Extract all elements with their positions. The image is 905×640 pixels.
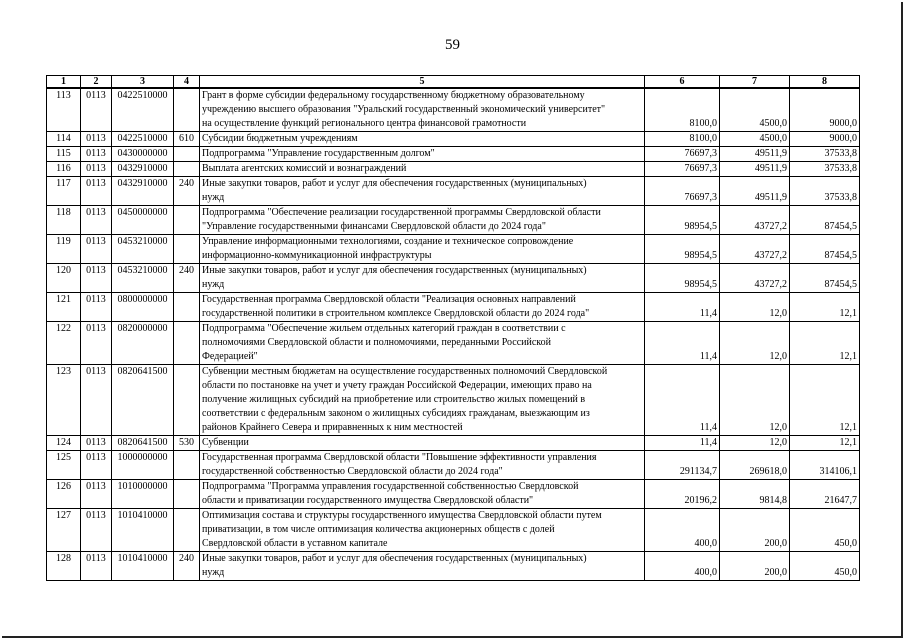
amount-cell-col8: 87454,5: [790, 264, 860, 293]
amount-cell-col8: 21647,7: [790, 480, 860, 509]
amount-cell-col8: 450,0: [790, 552, 860, 581]
table-row: [47, 509, 860, 552]
description-line: Грант в форме субсидии федеральному государственному бюджетному образовательному: [202, 90, 585, 101]
amount-cell-col7: 49511,9: [720, 177, 790, 206]
amount-cell-col6: 291134,7: [645, 451, 720, 480]
amount-cell-col6: 98954,5: [645, 235, 720, 264]
section-code-cell: 0113: [81, 552, 112, 581]
description-line: на осуществление функций регионального центра финансовой грамотности: [202, 118, 527, 129]
amount-cell-col7: 43727,2: [720, 206, 790, 235]
table-row: [47, 436, 860, 451]
description-line: учреждению высшего образования "Уральский государственный экономический университет": [202, 104, 606, 115]
section-code-cell: 0113: [81, 147, 112, 162]
amount-cell-col8: 9000,0: [790, 88, 860, 132]
description-line: Субсидии бюджетным учреждениям: [202, 133, 358, 144]
description-line: Субвенции местным бюджетам на осуществление государственных полномочий Свердловской: [202, 366, 608, 377]
description-line: Субвенции: [202, 437, 249, 448]
row-number-cell: 117: [47, 177, 81, 206]
amount-cell-col8: 87454,5: [790, 235, 860, 264]
amount-cell-col7: 43727,2: [720, 235, 790, 264]
amount-cell-col6: 11,4: [645, 322, 720, 365]
description-line: получение жилищных субсидий на приобретение или строительство жилых помещений в: [202, 394, 586, 405]
target-code-cell: 0453210000: [112, 264, 174, 293]
header-cell: 7: [720, 76, 790, 89]
amount-cell-col6: 76697,3: [645, 147, 720, 162]
row-number-cell: 120: [47, 264, 81, 293]
amount-cell-col8: 12,1: [790, 322, 860, 365]
header-cell: 8: [790, 76, 860, 89]
table-row: [47, 264, 860, 293]
table-row: [47, 88, 860, 132]
row-number-cell: 122: [47, 322, 81, 365]
target-code-cell: 0820000000: [112, 322, 174, 365]
description-line: Подпрограмма "Управление государственным долгом": [202, 148, 435, 159]
description-line: Иные закупки товаров, работ и услуг для обеспечения государственных (муниципальных): [202, 265, 587, 276]
description-cell: [200, 509, 645, 552]
section-code-cell: 0113: [81, 322, 112, 365]
table-row: [47, 177, 860, 206]
description-cell: [200, 235, 645, 264]
section-code-cell: 0113: [81, 162, 112, 177]
amount-cell-col6: 76697,3: [645, 177, 720, 206]
amount-cell-col7: 12,0: [720, 365, 790, 436]
description-line: области по постановке на учет и учету граждан Российской Федерации, имеющих право на: [202, 380, 592, 391]
description-cell: [200, 365, 645, 436]
description-cell: [200, 162, 645, 177]
header-cell: 4: [174, 76, 200, 89]
description-cell: [200, 322, 645, 365]
expense-type-cell: [174, 451, 200, 480]
row-number-cell: 113: [47, 88, 81, 132]
amount-cell-col7: 43727,2: [720, 264, 790, 293]
expense-type-cell: [174, 235, 200, 264]
row-number-cell: 125: [47, 451, 81, 480]
header-cell: 6: [645, 76, 720, 89]
description-cell: [200, 436, 645, 451]
table-row: [47, 293, 860, 322]
amount-cell-col6: 400,0: [645, 552, 720, 581]
description-line: Подпрограмма "Обеспечение реализации государственной программы Свердловской области: [202, 207, 601, 218]
amount-cell-col8: 87454,5: [790, 206, 860, 235]
table-row: [47, 206, 860, 235]
amount-cell-col7: 12,0: [720, 436, 790, 451]
header-cell: 1: [47, 76, 81, 89]
description-line: нужд: [202, 192, 225, 203]
target-code-cell: 0432910000: [112, 162, 174, 177]
amount-cell-col6: 8100,0: [645, 88, 720, 132]
target-code-cell: 1000000000: [112, 451, 174, 480]
description-line: Оптимизация состава и структуры государственного имущества Свердловской области путем: [202, 510, 602, 521]
row-number-cell: 119: [47, 235, 81, 264]
description-line: Управление информационными технологиями, создание и техническое сопровождение: [202, 236, 574, 247]
expense-type-cell: [174, 365, 200, 436]
amount-cell-col7: 200,0: [720, 509, 790, 552]
target-code-cell: 0430000000: [112, 147, 174, 162]
description-line: "Управление государственными финансами Свердловской области до 2024 года": [202, 221, 546, 232]
description-cell: [200, 480, 645, 509]
section-code-cell: 0113: [81, 509, 112, 552]
description-line: Подпрограмма "Обеспечение жильем отдельных категорий граждан в соответствии с: [202, 323, 566, 334]
description-line: Государственная программа Свердловской области "Реализация основных направлений: [202, 294, 576, 305]
target-code-cell: 0820641500: [112, 365, 174, 436]
amount-cell-col6: 98954,5: [645, 264, 720, 293]
table-row: [47, 451, 860, 480]
amount-cell-col6: 11,4: [645, 365, 720, 436]
amount-cell-col6: 76697,3: [645, 162, 720, 177]
target-code-cell: 0800000000: [112, 293, 174, 322]
description-line: Иные закупки товаров, работ и услуг для обеспечения государственных (муниципальных): [202, 178, 587, 189]
description-cell: [200, 147, 645, 162]
amount-cell-col6: 20196,2: [645, 480, 720, 509]
header-cell: 2: [81, 76, 112, 89]
section-code-cell: 0113: [81, 436, 112, 451]
description-cell: [200, 293, 645, 322]
target-code-cell: 0453210000: [112, 235, 174, 264]
amount-cell-col6: 8100,0: [645, 132, 720, 147]
amount-cell-col8: 314106,1: [790, 451, 860, 480]
section-code-cell: 0113: [81, 365, 112, 436]
table-row: [47, 132, 860, 147]
amount-cell-col7: 200,0: [720, 552, 790, 581]
row-number-cell: 116: [47, 162, 81, 177]
expense-type-cell: 240: [174, 177, 200, 206]
table-row: [47, 147, 860, 162]
budget-table: [46, 75, 860, 581]
row-number-cell: 128: [47, 552, 81, 581]
amount-cell-col8: 12,1: [790, 436, 860, 451]
amount-cell-col7: 49511,9: [720, 162, 790, 177]
table-row: [47, 552, 860, 581]
expense-type-cell: [174, 322, 200, 365]
description-line: области и приватизации государственного имущества Свердловской области": [202, 495, 534, 506]
expense-type-cell: 240: [174, 264, 200, 293]
description-line: нужд: [202, 567, 225, 578]
description-line: нужд: [202, 279, 225, 290]
table-row: [47, 322, 860, 365]
amount-cell-col8: 37533,8: [790, 177, 860, 206]
amount-cell-col7: 269618,0: [720, 451, 790, 480]
description-cell: [200, 132, 645, 147]
header-cell: 3: [112, 76, 174, 89]
section-code-cell: 0113: [81, 480, 112, 509]
description-cell: [200, 264, 645, 293]
expense-type-cell: [174, 162, 200, 177]
row-number-cell: 126: [47, 480, 81, 509]
target-code-cell: 0422510000: [112, 132, 174, 147]
description-line: районов Крайнего Севера и приравненных к ним местностей: [202, 422, 463, 433]
amount-cell-col7: 12,0: [720, 322, 790, 365]
description-line: Выплата агентских комиссий и вознаграждений: [202, 163, 407, 174]
table-row: [47, 235, 860, 264]
row-number-cell: 115: [47, 147, 81, 162]
description-line: соответствии с федеральным законом о жилищных субсидиях гражданам, выезжающим из: [202, 408, 590, 419]
description-cell: [200, 451, 645, 480]
description-line: информационно-коммуникационной инфраструктуры: [202, 250, 432, 261]
expense-type-cell: [174, 480, 200, 509]
amount-cell-col6: 11,4: [645, 436, 720, 451]
amount-cell-col7: 12,0: [720, 293, 790, 322]
amount-cell-col8: 12,1: [790, 365, 860, 436]
description-line: Иные закупки товаров, работ и услуг для обеспечения государственных (муниципальных): [202, 553, 587, 564]
section-code-cell: 0113: [81, 88, 112, 132]
section-code-cell: 0113: [81, 206, 112, 235]
amount-cell-col8: 450,0: [790, 509, 860, 552]
amount-cell-col7: 49511,9: [720, 147, 790, 162]
amount-cell-col6: 400,0: [645, 509, 720, 552]
expense-type-cell: 610: [174, 132, 200, 147]
target-code-cell: 1010000000: [112, 480, 174, 509]
target-code-cell: 1010410000: [112, 552, 174, 581]
target-code-cell: 0422510000: [112, 88, 174, 132]
description-cell: [200, 552, 645, 581]
row-number-cell: 121: [47, 293, 81, 322]
section-code-cell: 0113: [81, 264, 112, 293]
description-cell: [200, 177, 645, 206]
amount-cell-col7: 4500,0: [720, 132, 790, 147]
amount-cell-col6: 11,4: [645, 293, 720, 322]
description-cell: [200, 88, 645, 132]
section-code-cell: 0113: [81, 132, 112, 147]
expense-type-cell: [174, 206, 200, 235]
amount-cell-col8: 37533,8: [790, 162, 860, 177]
row-number-cell: 114: [47, 132, 81, 147]
expense-type-cell: [174, 509, 200, 552]
expense-type-cell: 530: [174, 436, 200, 451]
description-line: приватизации, в том числе оптимизация количества акционерных обществ с долей: [202, 524, 555, 535]
table-row: [47, 480, 860, 509]
description-line: государственной собственностью Свердловской области до 2024 года": [202, 466, 503, 477]
row-number-cell: 124: [47, 436, 81, 451]
description-line: Государственная программа Свердловской области "Повышение эффективности управления: [202, 452, 597, 463]
section-code-cell: 0113: [81, 177, 112, 206]
table-row: [47, 162, 860, 177]
target-code-cell: 1010410000: [112, 509, 174, 552]
row-number-cell: 127: [47, 509, 81, 552]
section-code-cell: 0113: [81, 293, 112, 322]
table-row: [47, 365, 860, 436]
header-cell: 5: [200, 76, 645, 89]
amount-cell-col8: 37533,8: [790, 147, 860, 162]
expense-type-cell: [174, 147, 200, 162]
section-code-cell: 0113: [81, 235, 112, 264]
expense-type-cell: [174, 293, 200, 322]
page-number: 59: [445, 37, 460, 53]
description-line: полномочиями Свердловской области и полномочиями, переданными Российской: [202, 337, 552, 348]
description-line: Подпрограмма "Программа управления государственной собственностью Свердловской: [202, 481, 579, 492]
amount-cell-col8: 9000,0: [790, 132, 860, 147]
amount-cell-col7: 4500,0: [720, 88, 790, 132]
description-cell: [200, 206, 645, 235]
header-row: [47, 76, 860, 89]
target-code-cell: 0450000000: [112, 206, 174, 235]
description-line: Свердловской области в уставном капитале: [202, 538, 388, 549]
expense-type-cell: [174, 88, 200, 132]
amount-cell-col7: 9814,8: [720, 480, 790, 509]
row-number-cell: 118: [47, 206, 81, 235]
target-code-cell: 0820641500: [112, 436, 174, 451]
row-number-cell: 123: [47, 365, 81, 436]
target-code-cell: 0432910000: [112, 177, 174, 206]
section-code-cell: 0113: [81, 451, 112, 480]
amount-cell-col6: 98954,5: [645, 206, 720, 235]
amount-cell-col8: 12,1: [790, 293, 860, 322]
description-line: государственной политики в строительном комплексе Свердловской области до 2024 года": [202, 308, 590, 319]
description-line: Федерацией": [202, 351, 258, 362]
expense-type-cell: 240: [174, 552, 200, 581]
